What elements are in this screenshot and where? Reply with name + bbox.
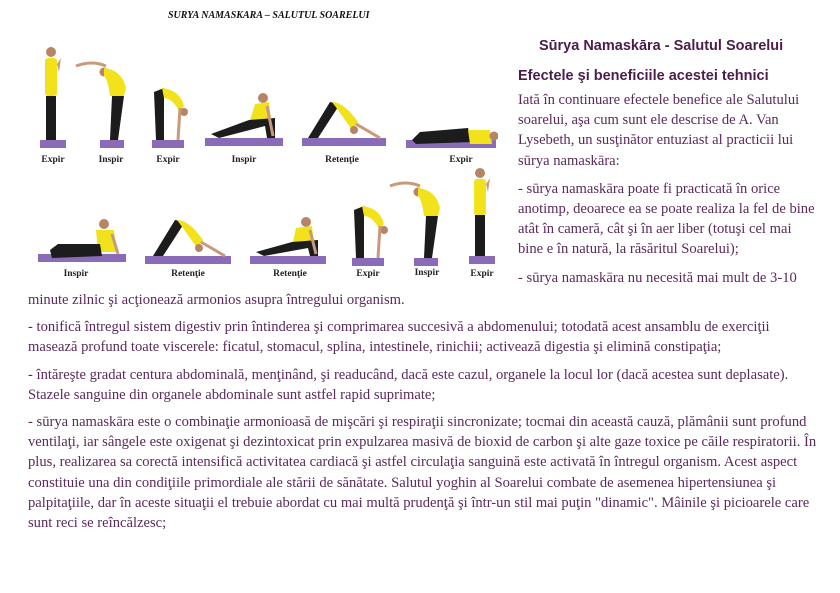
article-full-width: [28, 290, 818, 533]
benefit-paragraph-5: - sūrya namaskāra este o combinaţie armonioasă de mişcări şi respiraţii sincronizate; tocmai din această cauză, plămânii sunt profund ventilaţi, iar sângele este oxigenat şi dezintoxicat prin expulzarea masivă de bioxid de carbon şi alte gaze toxice pe căile respiratorii. În plus, realizarea sa corectă intensifică activitatea cardiacă şi astfel circulaţia sanguină este activată în întregul organism. Acest aspect constituie una din condiţiile primordiale ale stării de sănătate. Salutul yoghin al Soarelui combate de asemenea hipertensiunea şi palpitaţiile, dar în aceste situaţii el trebuie abordat cu mai multă prudenţă şi într-un stil mai puţin "dinamic". Mâinile şi picioarele care sunt reci se reîncălzesc;: [28, 414, 817, 532]
article-subtitle: Efectele şi beneficiile acestei tehnici: [518, 68, 769, 84]
pose-forward-fold: [150, 86, 190, 150]
pose-label: Retenţie: [273, 269, 307, 279]
pose-label: Expir: [156, 155, 180, 165]
pose-eight-point: [406, 122, 498, 150]
pose-lunge: [205, 90, 285, 150]
benefit-paragraph-2-end: minute zilnic şi acţionează armonios asupra întregului organism.: [28, 292, 405, 308]
pose-label: Expir: [356, 269, 380, 279]
pose-label: Expir: [470, 269, 494, 279]
benefit-paragraph-4: - întăreşte gradat centura abdominală, menţinând, şi readucând, dacă este cazul, organele la locul lor (dacă acestea sunt deplasate). Stazele sanguine din organele abdominale sunt astfel rapid suprimate;: [28, 366, 789, 403]
benefit-paragraph-1: - sūrya namaskāra poate fi practicată în orice anotimp, deoarece ea se poate realiza la fel de bine atât în cameră, cât şi în aer liber (totuşi cel mai bine e în natură, la răsăritul Soarelui);: [518, 180, 815, 258]
benefit-paragraph-2-start: - sūrya namaskāra nu necesită mai mult de 3-10: [518, 269, 797, 286]
pose-label: Inspir: [63, 269, 89, 279]
pose-standing-prayer: [38, 44, 68, 150]
article-right-column: [518, 90, 818, 288]
pose-downward-dog: [300, 98, 388, 150]
pose-cobra: [38, 218, 128, 268]
pose-label: Expir: [449, 155, 473, 165]
pose-label: Inspir: [414, 268, 440, 278]
pose-standing-prayer-2: [468, 166, 496, 266]
figure-title: SURYA NAMASKARA – SALUTUL SOARELUI: [168, 10, 370, 21]
pose-label: Retenţie: [325, 155, 359, 165]
pose-label: Retenţie: [171, 269, 205, 279]
pose-lunge-2: [250, 214, 328, 268]
pose-backbend: [74, 58, 130, 150]
pose-label: Inspir: [231, 155, 257, 165]
pose-label: Inspir: [98, 155, 124, 165]
benefit-paragraph-3: - tonifică întregul sistem digestiv prin întinderea şi comprimarea succesivă a abdomenului; totodată acest ansamblu de exerciţii masează profund toate viscerele: ficatul, stomacul, splina, intestinele, rinichii; activează digestia şi elimină constipaţia;: [28, 319, 770, 356]
pose-backbend-2: [388, 180, 444, 268]
pose-forward-fold-2: [350, 206, 390, 268]
pose-downward-dog-2: [145, 218, 233, 268]
article-title: Sūrya Namaskāra - Salutul Soarelui: [539, 38, 784, 54]
pose-label: Expir: [41, 155, 65, 165]
intro-paragraph: Iată în continuare efectele benefice ale Salutului soarelui, aşa cum sunt ele descrise de A. Van Lysebeth, un susţinător entuziast al practicii lui sūrya namaskāra:: [518, 92, 800, 169]
